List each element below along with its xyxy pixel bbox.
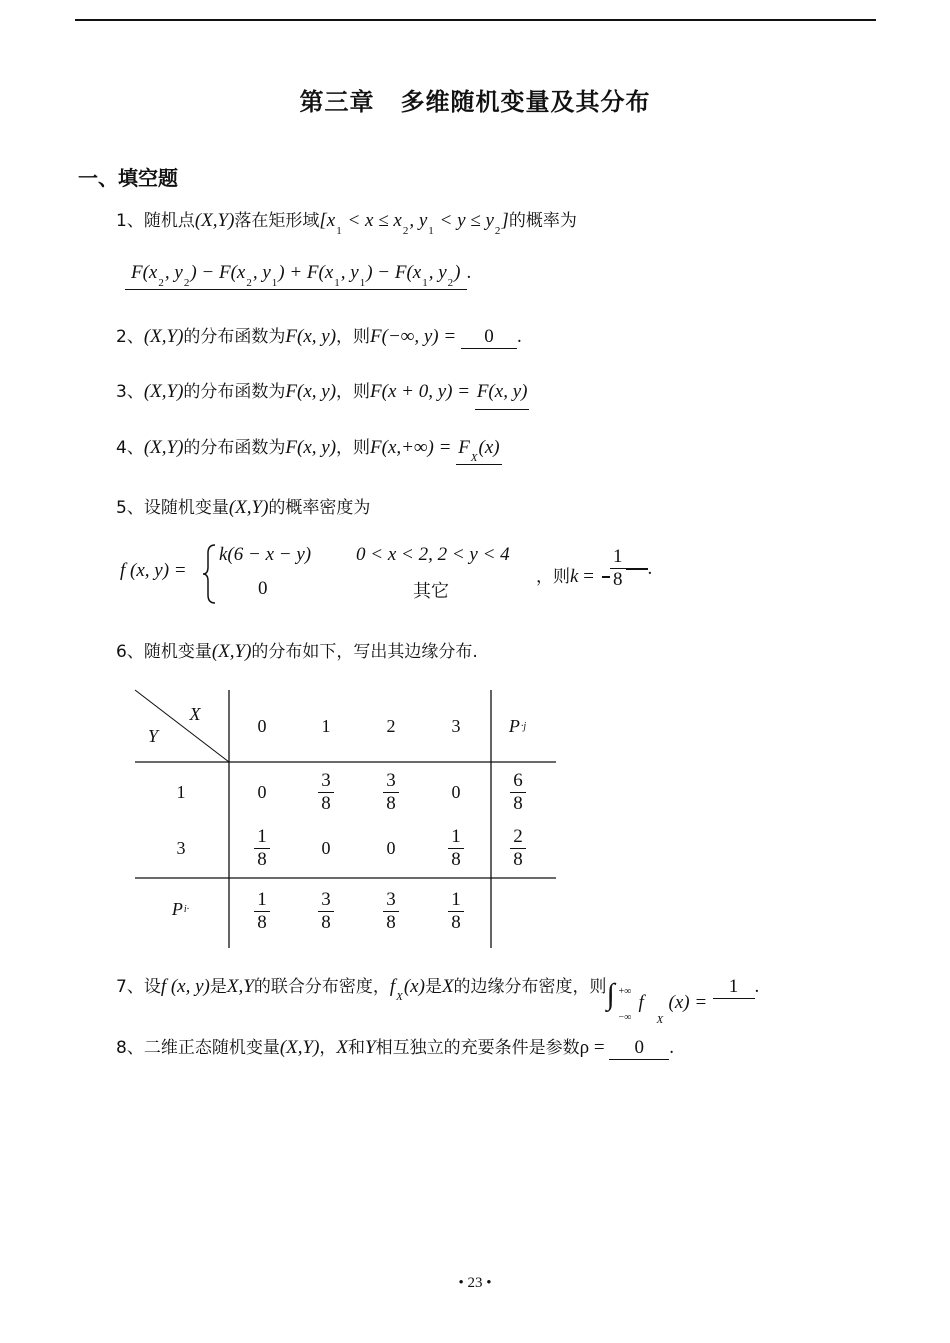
q1-text: 的概率为 xyxy=(508,211,577,231)
corner-y-label: Y xyxy=(147,725,158,746)
q4-answer: $F_X(x)$ xyxy=(458,437,500,464)
brace-icon xyxy=(202,543,218,605)
q7-text: 是 xyxy=(209,977,227,997)
question-7: 7、设f (x, y)是X,Y的联合分布密度，$f_X(x)$是X的边缘分布密度，则 ∫ +∞ −∞ f X (x) = 1 . xyxy=(116,976,760,1026)
table-cell: $\frac{3}{8}$ xyxy=(296,764,356,820)
q1-text: 落在矩形域 xyxy=(234,211,320,231)
column-header: 3 xyxy=(451,715,461,736)
marginal-pi: $\frac{3}{8}$ xyxy=(296,883,356,939)
q5-answer: $\frac{1}{8}$ . xyxy=(602,546,652,591)
q5-case1-condition: 0 < x < 2, 2 < y < 4 xyxy=(356,544,510,565)
q2-text: 的分布函数为 xyxy=(183,327,286,347)
question-6: 6、随机变量(X,Y)的分布如下，写出其边缘分布. xyxy=(116,641,478,662)
row-header: 1 xyxy=(176,781,186,802)
chapter-title xyxy=(0,82,950,117)
q6-number: 6、 xyxy=(116,642,144,662)
q6-text: 随机变量 xyxy=(143,642,212,662)
q5-text: 的概率密度为 xyxy=(268,498,371,518)
question-2: 2、(X,Y)的分布函数为F(x, y)，则F(−∞, y) = 0 . xyxy=(116,326,522,347)
chapter-name: 多维随机变量及其分布 xyxy=(400,88,651,116)
page-number: • 23 • xyxy=(458,1275,492,1291)
q3-number: 3、 xyxy=(116,382,144,402)
question-4: 4、(X,Y)的分布函数为F(x, y)，则$F(x,+\infty) = F_X(x)$ xyxy=(116,437,500,464)
q3-text: ，则 xyxy=(336,382,371,402)
question-5: 5、设随机变量(X,Y)的概率密度为 xyxy=(116,497,371,518)
q5-case2-condition: 其它 xyxy=(413,581,449,602)
q5-text: ，则 xyxy=(536,567,570,587)
q1-text: 随机点 xyxy=(143,211,195,231)
q4-number: 4、 xyxy=(116,438,144,458)
q7-text: 的联合分布密度， xyxy=(253,977,390,997)
table-cell: $\frac{1}{8}$ xyxy=(426,820,486,876)
table-cell: 0 xyxy=(451,781,461,802)
q7-text: 的边缘分布密度，则 xyxy=(453,977,607,997)
pj-header: P ·j xyxy=(508,715,527,736)
column-header: 0 xyxy=(257,715,267,736)
q5-case2-value: 0 xyxy=(258,578,268,599)
q2-answer: 0 xyxy=(461,326,517,349)
q8-answer: 0 xyxy=(609,1037,669,1060)
question-3: 3、(X,Y)的分布函数为F(x, y)，则F(x + 0, y) = F(x, y) xyxy=(116,377,529,410)
q2-number: 2、 xyxy=(116,327,144,347)
q3-answer: F(x, y) xyxy=(475,381,530,410)
pi-header: P i· xyxy=(171,898,190,919)
table-cell: 0 xyxy=(321,837,331,858)
q8-number: 8、 xyxy=(116,1038,144,1058)
q4-text: 的分布函数为 xyxy=(183,438,286,458)
table-cell: 0 xyxy=(257,781,267,802)
marginal-pi: $\frac{1}{8}$ xyxy=(426,883,486,939)
q7-text: 设 xyxy=(143,977,161,997)
table-cell: $\frac{3}{8}$ xyxy=(361,764,421,820)
corner-x-label: X xyxy=(189,703,201,724)
q5-number: 5、 xyxy=(116,498,144,518)
q8-text: 和 xyxy=(348,1038,366,1058)
chapter-number: 第三章 xyxy=(299,88,375,116)
q1-number: 1、 xyxy=(116,211,144,231)
question-8: 8、二维正态随机变量(X,Y)，X和Y相互独立的充要条件是参数ρ = 0 . xyxy=(116,1037,675,1058)
q2-text: ，则 xyxy=(336,327,371,347)
q7-number: 7、 xyxy=(116,977,144,997)
q7-text: 是 xyxy=(424,977,442,997)
column-header: 2 xyxy=(386,715,396,736)
q7-answer: 1 xyxy=(713,976,755,999)
q8-text: 二维正态随机变量 xyxy=(143,1038,280,1058)
q5-text: 设随机变量 xyxy=(143,498,229,518)
header-rule xyxy=(75,19,876,21)
q8-text: ， xyxy=(319,1038,337,1058)
q4-text: ，则 xyxy=(336,438,371,458)
marginal-pi: $\frac{3}{8}$ xyxy=(361,883,421,939)
q6-text: 的分布如下，写出其边缘分布. xyxy=(251,642,478,662)
row-header: 3 xyxy=(176,837,186,858)
q8-text: 相互独立的充要条件是参数 xyxy=(375,1038,580,1058)
marginal-pi: $\frac{1}{8}$ xyxy=(232,883,292,939)
q1-answer: $F(x_2$, $y_2) - F(x_2$, $y_1) + F(x_1$, $y_1) - F(x_1$, $y_2$) . xyxy=(125,262,471,290)
question-1: 1、随机点(X,Y)落在矩形域[$x_1 < x \le x_2$, $y_1 < y \le y_2$]的概率为 xyxy=(116,210,577,237)
column-header: 1 xyxy=(321,715,331,736)
marginal-pj: $\frac{2}{8}$ xyxy=(488,820,548,876)
q3-text: 的分布函数为 xyxy=(183,382,286,402)
section-heading: 一、填空题 xyxy=(78,166,178,190)
marginal-pj: $\frac{6}{8}$ xyxy=(488,764,548,820)
table-cell: 0 xyxy=(386,837,396,858)
table-cell: $\frac{1}{8}$ xyxy=(232,820,292,876)
